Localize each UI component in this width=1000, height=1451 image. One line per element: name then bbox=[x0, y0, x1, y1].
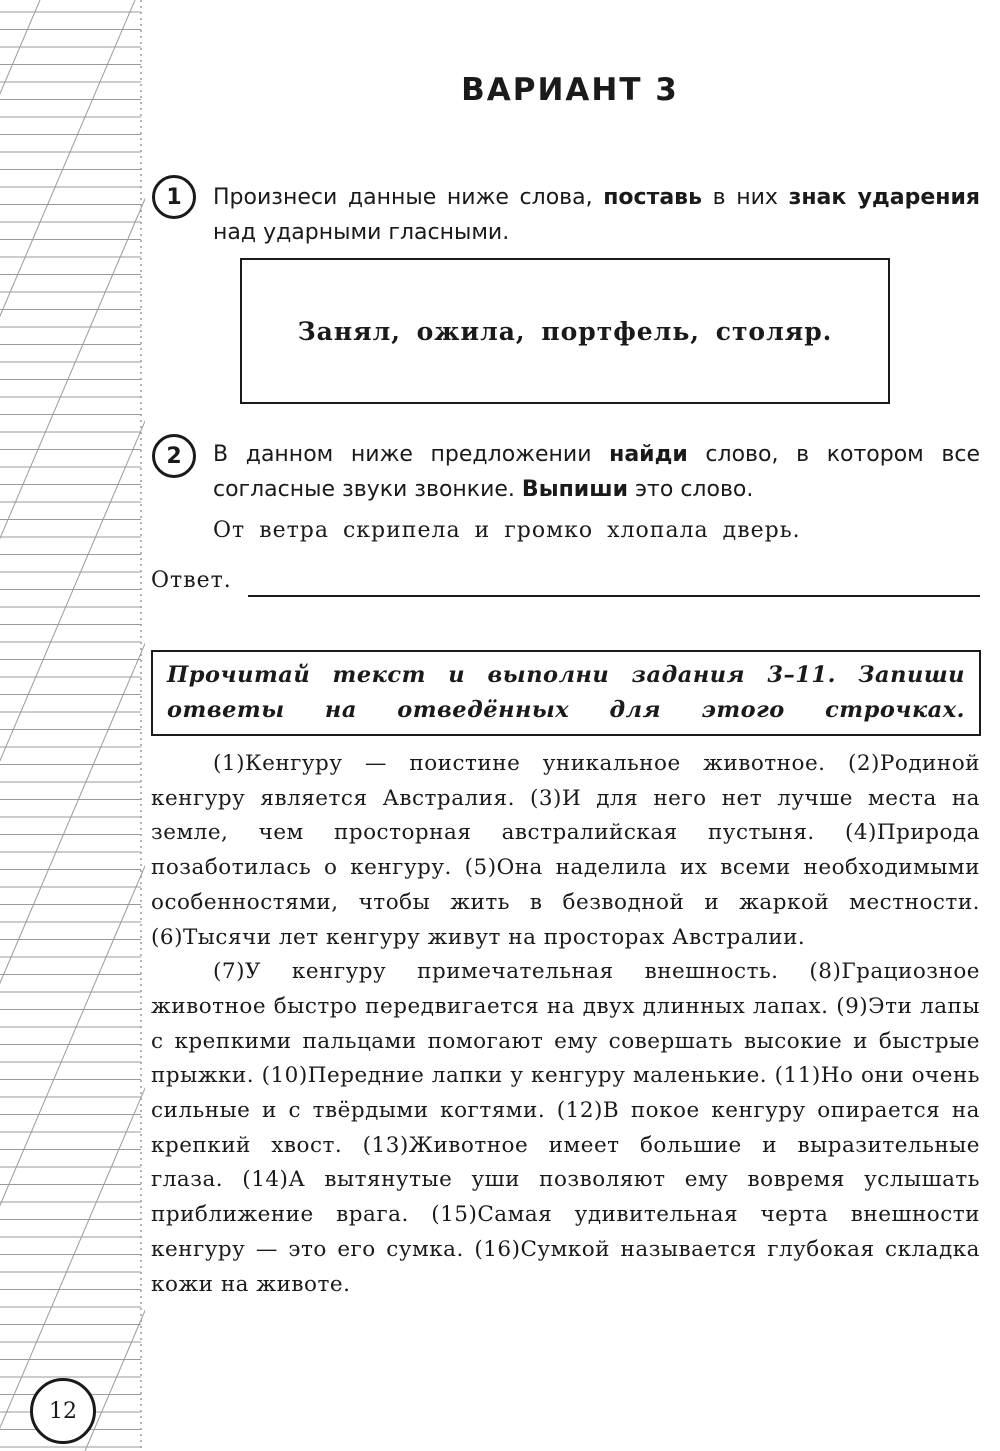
page-title: ВАРИАНТ 3 bbox=[461, 72, 679, 108]
reading-paragraph-2: (7)У кенгуру примечательная внешность. (8)Грациозное животное быстро передвигается на двух длинных лапах. (9)Эти лапы с крепкими пальцами помогают ему совершать высокие и быстрые прыжки. (10)Передние лапки у кенгуру маленькие. (11)Но они очень сильные и с твёрдыми когтями. (12)В покое кенгуру опирается на крепкий хвост. (13)Животное имеет большие и выразительные глаза. (14)А вытянутые уши позволяют ему вовремя услышать приближение врага. (15)Самая удивительная черта внешности кенгуру — это его сумка. (16)Сумкой называется глубокая складка кожи на животе. bbox=[151, 959, 980, 1297]
reading-paragraph-1: (1)Кенгуру — поистине уникальное животное. (2)Родиной кенгуру является Австралия. (3)И для него нет лучше места на земле, чем просторная австралийская пустыня. (4)Природа позаботилась о кенгуру. (5)Она наделила их всеми необходимыми особенностями, чтобы жить в безводной и жаркой местности. (6)Тысячи лет кенгуру живут на просторах Австралии. bbox=[151, 751, 980, 950]
answer-label: Ответ. bbox=[151, 568, 232, 593]
task-2-number: 2 bbox=[152, 434, 196, 478]
reading-text bbox=[151, 747, 980, 1302]
answer-line[interactable] bbox=[248, 595, 980, 597]
task-2-text: В данном ниже предложении найди слово, в котором все согласные звуки звонкие. Выпиши это слово. bbox=[213, 442, 980, 502]
ruled-margin bbox=[0, 0, 145, 1451]
stress-words: Занял, ожила, портфель, столяр. bbox=[297, 316, 833, 346]
task-1-number: 1 bbox=[152, 175, 196, 219]
task-1-text: Произнеси данные ниже слова, поставь в них знак ударения над ударными гласными. bbox=[213, 185, 980, 245]
instruction-box: Прочитай текст и выполни задания 3–11. Запиши ответы на отведённых для этого строчках. bbox=[151, 650, 981, 736]
words-box bbox=[240, 258, 890, 404]
page-number: 12 bbox=[30, 1378, 96, 1444]
task-2-sentence: От ветра скрипела и громко хлопала дверь. bbox=[213, 518, 801, 543]
